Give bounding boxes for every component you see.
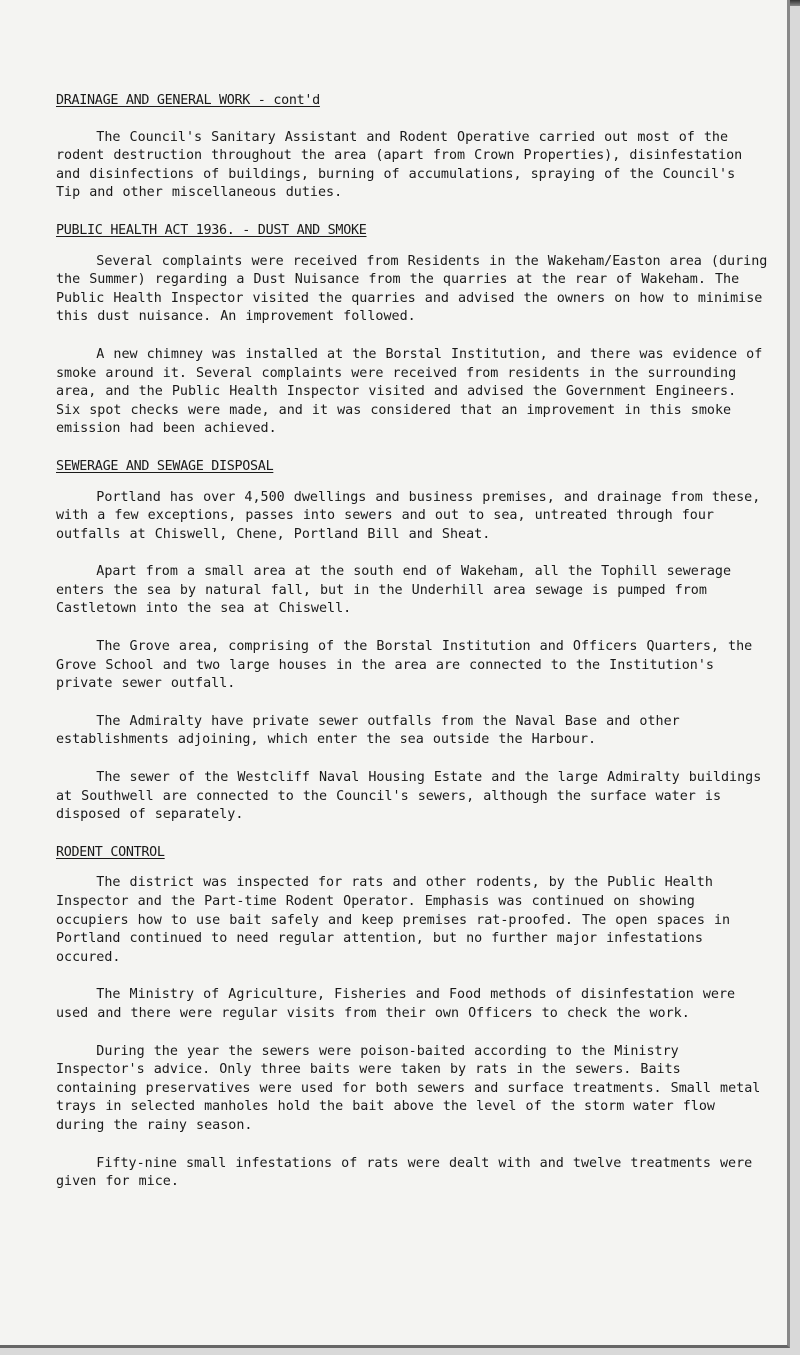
document-body [56,92,768,1211]
paragraph: Fifty-nine small infestations of rats were dealt with and twelve treatments were given for mice. [56,1155,753,1190]
section-title: SEWERAGE AND SEWAGE DISPOSAL [56,458,274,474]
section-dust-and-smoke [56,222,768,439]
paragraph: The Ministry of Agriculture, Fisheries and Food methods of disinfestation were used and there were regular visits from their own Officers to check the work. [56,987,736,1021]
paragraph: The district was inspected for rats and other rodents, by the Public Health Inspector and the Part-time Rodent Operator. Emphasis was continued on showing occupiers how to use bait safely and keep premises rat-proofed. The open spaces in Portland continued to need regular attention, but no further major infestations occured. [56,875,731,965]
intro-paragraph: The Council's Sanitary Assistant and Rodent Operative carried out most of the rodent destruction throughout the area (apart from Crown Properties), disinfestation and disinfections of buildings, burning of accumulations, spraying of the Council's Tip and other miscellaneous duties. [56,129,743,201]
paragraph: The sewer of the Westcliff Naval Housing Estate and the large Admiralty buildings at Southwell are connected to the Council's sewers, although the surface water is disposed of separately. [56,770,762,823]
paragraph: The Admiralty have private sewer outfalls from the Naval Base and other establishments adjoining, which enter the sea outside the Harbour. [56,713,680,748]
section-title: PUBLIC HEALTH ACT 1936. - DUST AND SMOKE [56,222,367,238]
page-heading: DRAINAGE AND GENERAL WORK - cont'd [56,93,320,108]
paragraph: Portland has over 4,500 dwellings and business premises, and drainage from these, with a few exceptions, passes into sewers and out to sea, untreated through four outfalls at Chiswell, Chene, Portland Bill and Sheat. [56,489,761,542]
paragraph: Apart from a small area at the south end of Wakeham, all the Tophill sewerage enters the sea by natural fall, but in the Underhill area sewage is pumped from Castletown into the sea at Chiswell. [56,564,732,617]
paragraph: During the year the sewers were poison-baited according to the Ministry Inspector's advice. Only three baits were taken by rats in the sewers. Baits containing preservatives were used for both sewers and surface treatments. Small metal trays in selected manholes hold the bait above the level of the storm water flow during the rainy season. [56,1043,761,1133]
section-sewerage [56,458,768,825]
paragraph: Several complaints were received from Residents in the Wakeham/Easton area (during the Summer) regarding a Dust Nuisance from the quarries at the rear of Wakeham. The Public Health Inspector visited the quarries and advised the owners on how to minimise this dust nuisance. An improvement followed. [56,253,768,325]
section-rodent-control [56,844,768,1192]
paragraph: The Grove area, comprising of the Borstal Institution and Officers Quarters, the Grove School and two large houses in the area are connected to the Institution's private sewer outfall. [56,639,753,692]
section-title: RODENT CONTROL [56,844,165,860]
paragraph: A new chimney was installed at the Borstal Institution, and there was evidence of smoke around it. Several complaints were received from residents in the surrounding area, and the Public Health Inspector visited and advised the Government Engineers. Six spot checks were made, and it was considered that an improvement in this smoke emission had been achieved. [56,346,763,437]
